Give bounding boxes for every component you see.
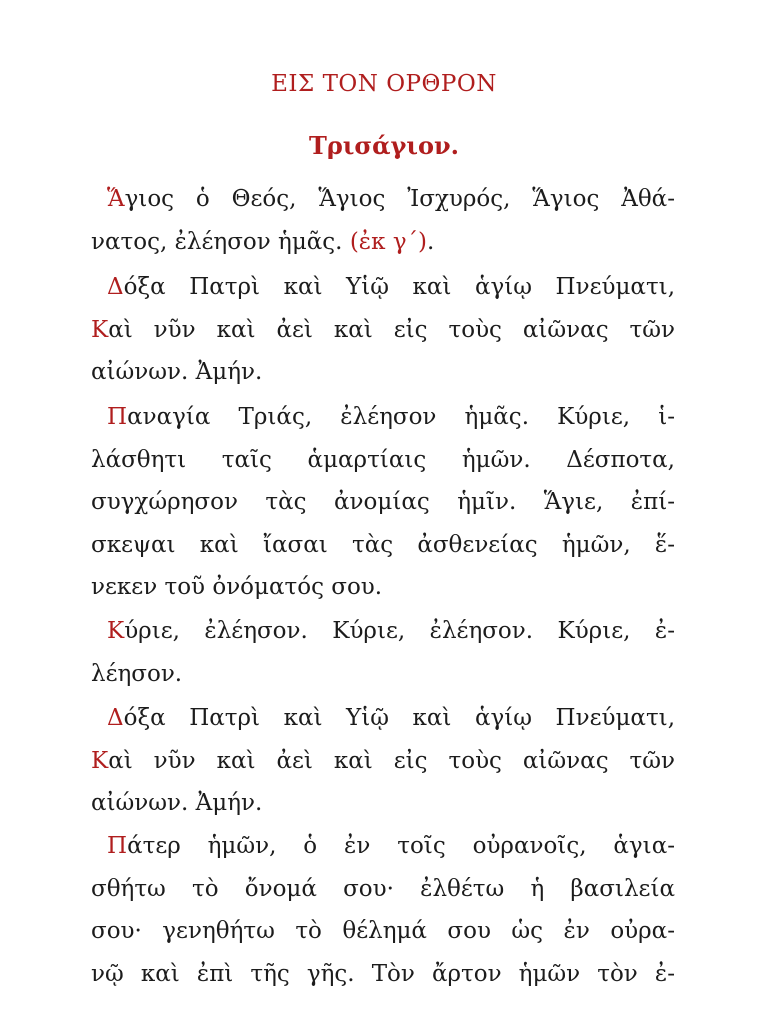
red-initial: Κ <box>107 618 125 644</box>
text-line: συγχώρησον τὰς ἀνομίας ἡμῖν. Ἅγιε, ἐπί- <box>91 489 675 515</box>
text-line: σου· γενηθήτω τὸ θέλημά σου ὡς ἐν οὐρα- <box>91 918 675 944</box>
text-line: Καὶ νῦν καὶ ἀεὶ καὶ εἰς τοὺς αἰῶνας τῶν <box>91 316 675 343</box>
red-initial: Π <box>107 404 128 430</box>
paragraph-kyrie <box>91 610 675 695</box>
section-title: Τρισάγιον. <box>308 131 460 160</box>
text-line: σθήτω τὸ ὄνομά σου· ἐλθέτω ἡ βασιλεία <box>91 875 675 902</box>
text-line: σκεψαι καὶ ἴασαι τὰς ἀσθενείας ἡμῶν, ἕ- <box>91 531 675 558</box>
red-initial: Δ <box>107 705 124 731</box>
text-line: αἰώνων. Ἀμήν. <box>91 790 263 816</box>
page-title: ΕΙΣ ΤΟΝ ΟΡΘΡΟΝ <box>271 71 497 97</box>
text-line: Κύριε, ἐλέησον. Κύριε, ἐλέησον. Κύριε, ἐ- <box>107 618 675 644</box>
paragraph-trisagion <box>91 178 675 263</box>
red-initial: Κ <box>91 747 109 774</box>
red-initial: Δ <box>107 274 124 300</box>
text-line: νατος, ἐλέησον ἡμᾶς. (ἐκ γ΄). <box>91 228 435 255</box>
text-line: λάσθητι ταῖς ἁμαρτίαις ἡμῶν. Δέσποτα, <box>91 446 675 473</box>
text-line: Πάτερ ἡμῶν, ὁ ἐν τοῖς οὐρανοῖς, ἁγια- <box>107 833 675 859</box>
text-line: λέησον. <box>91 660 183 687</box>
text-line: Παναγία Τριάς, ἐλέησον ἡμᾶς. Κύριε, ἱ- <box>107 404 675 430</box>
paragraph-panagia <box>91 396 675 609</box>
text-line: Δόξα Πατρὶ καὶ Υἱῷ καὶ ἁγίῳ Πνεύματι, <box>107 274 675 300</box>
red-initial: Κ <box>91 316 109 343</box>
red-initial: Ἅ <box>107 186 125 212</box>
red-initial: Π <box>107 833 128 859</box>
paragraph-pater <box>91 825 675 995</box>
text-line: νεκεν τοῦ ὀνόματός σου. <box>91 574 383 600</box>
rubric-note: (ἐκ γ΄) <box>349 228 428 255</box>
text-line: νῷ καὶ ἐπὶ τῆς γῆς. Τὸν ἄρτον ἡμῶν τὸν ἐ- <box>91 960 675 987</box>
text-line: αἰώνων. Ἀμήν. <box>91 359 263 385</box>
paragraph-doxa-2 <box>91 697 675 825</box>
text-line: Ἅγιος ὁ Θεός, Ἅγιος Ἰσχυρός, Ἅγιος Ἀθά- <box>107 186 675 212</box>
paragraph-doxa <box>91 266 675 394</box>
text-line: Δόξα Πατρὶ καὶ Υἱῷ καὶ ἁγίῳ Πνεύματι, <box>107 705 675 731</box>
text-line: Καὶ νῦν καὶ ἀεὶ καὶ εἰς τοὺς αἰῶνας τῶν <box>91 747 675 774</box>
